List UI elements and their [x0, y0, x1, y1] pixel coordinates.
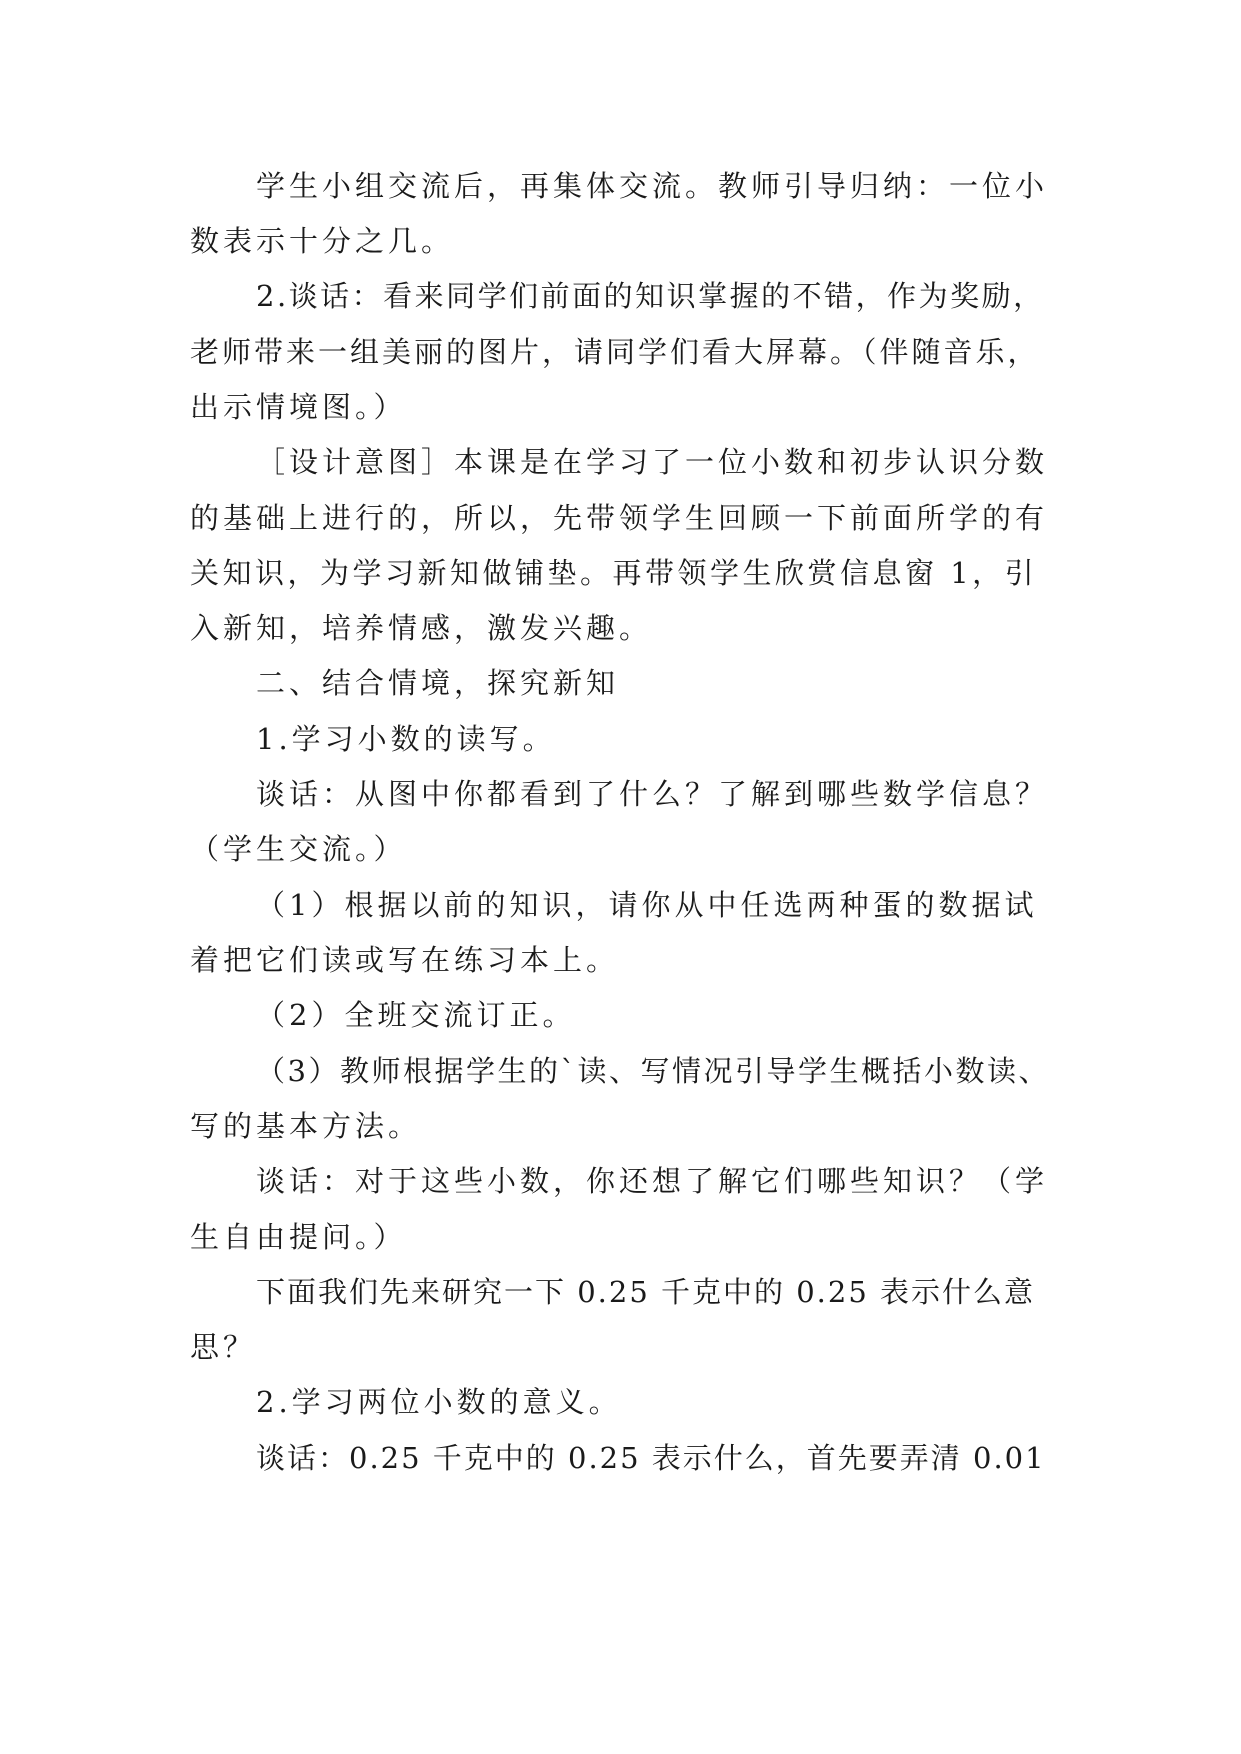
subsection-heading: 1.学习小数的读写。 [256, 722, 556, 756]
paragraph-line: （1）根据以前的知识，请你从中任选两种蛋的数据试 [256, 888, 1038, 922]
paragraph-line: 2.谈话：看来同学们前面的知识掌握的不错，作为奖励， [256, 279, 1045, 313]
paragraph-line: 谈话：从图中你都看到了什么？了解到哪些数学信息？ [256, 777, 1049, 811]
paragraph-line: 关知识，为学习新知做铺垫。再带领学生欣赏信息窗 1，引 [190, 556, 1038, 590]
paragraph-line: 学生小组交流后，再集体交流。教师引导归纳：一位小 [256, 169, 1049, 203]
section-heading: 二、结合情境，探究新知 [256, 666, 620, 700]
paragraph-line: 的基础上进行的，所以，先带领学生回顾一下前面所学的有 [190, 501, 1049, 535]
paragraph-line: （2）全班交流订正。 [256, 998, 576, 1032]
paragraph-line: 入新知，培养情感，激发兴趣。 [190, 611, 653, 645]
paragraph-line: 思？ [190, 1330, 257, 1364]
paragraph-line: 老师带来一组美丽的图片，请同学们看大屏幕。（伴随音乐， [190, 335, 1040, 369]
paragraph-line: 着把它们读或写在练习本上。 [190, 943, 620, 977]
paragraph-line: 谈话：对于这些小数，你还想了解它们哪些知识？（学 [256, 1164, 1049, 1198]
paragraph-line: （学生交流。） [190, 832, 407, 866]
paragraph-line: ［设计意图］本课是在学习了一位小数和初步认识分数 [256, 445, 1049, 479]
paragraph-line: （3）教师根据学生的`读、写情况引导学生概括小数读、 [256, 1054, 1050, 1088]
paragraph-line: 谈话：0.25 千克中的 0.25 表示什么，首先要弄清 0.01 [256, 1441, 1046, 1475]
subsection-heading: 2.学习两位小数的意义。 [256, 1385, 622, 1419]
paragraph-line: 数表示十分之几。 [190, 224, 455, 258]
paragraph-line: 下面我们先来研究一下 0.25 千克中的 0.25 表示什么意 [256, 1275, 1036, 1309]
paragraph-line: 生自由提问。） [190, 1220, 407, 1254]
paragraph-line: 写的基本方法。 [190, 1109, 422, 1143]
paragraph-line: 出示情境图。） [190, 390, 407, 424]
